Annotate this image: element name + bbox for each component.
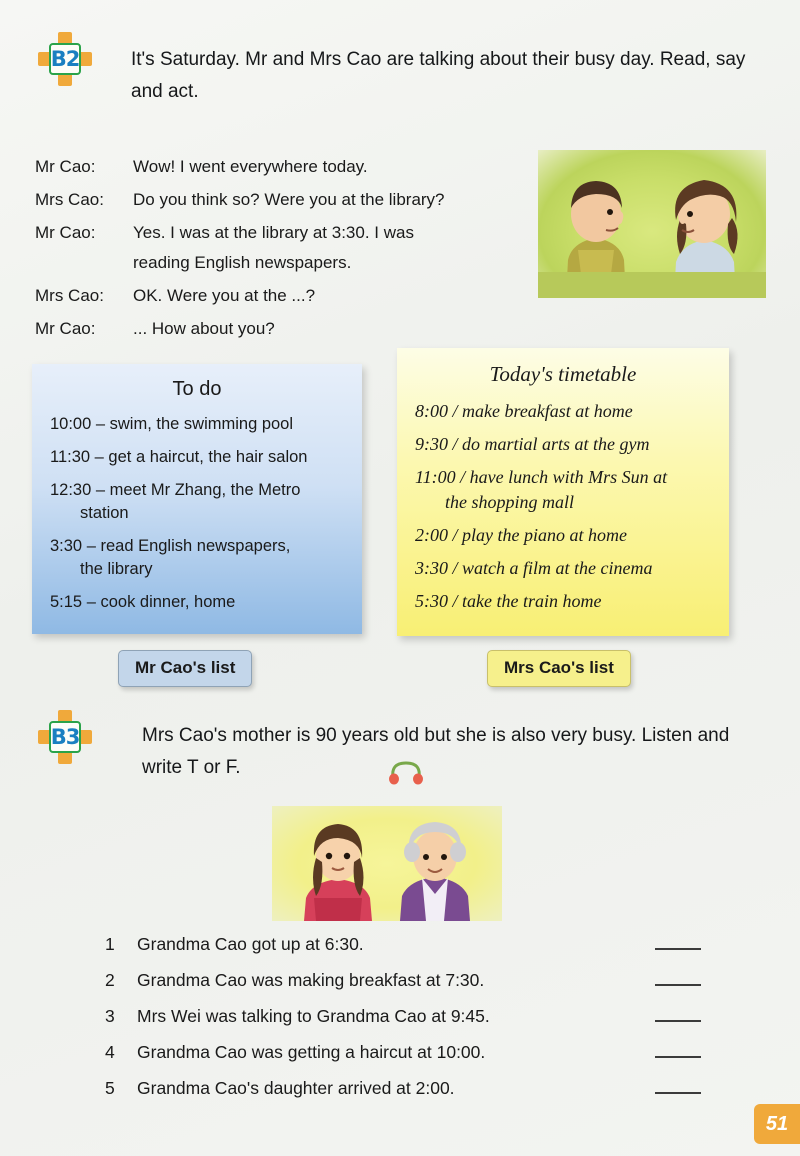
timetable-item xyxy=(415,432,711,457)
dialogue-speaker: Mr Cao: xyxy=(35,223,96,242)
todo-title: To do xyxy=(172,378,222,400)
dialogue-text: ... How about you? xyxy=(133,319,275,338)
question-text: Grandma Cao's daughter arrived at 2:00. xyxy=(137,1078,455,1098)
timetable-time: 5:30 / xyxy=(415,591,462,611)
timetable-text: take the train home xyxy=(462,591,602,611)
timetable-time: 8:00 / xyxy=(415,401,462,421)
section-badge-b2 xyxy=(38,32,92,86)
timetable-item xyxy=(415,556,711,581)
question-row xyxy=(105,1070,725,1106)
todo-time: 12:30 – xyxy=(50,481,110,499)
dialogue-text: Wow! I went everywhere today. xyxy=(133,157,368,176)
todo-item xyxy=(50,535,344,581)
timetable-time: 2:00 / xyxy=(415,525,462,545)
dialogue-line xyxy=(35,152,525,182)
todo-text-cont: station xyxy=(80,504,129,522)
dialogue-line xyxy=(35,185,525,215)
question-number: 5 xyxy=(105,1078,115,1098)
todo-text: get a haircut, the hair salon xyxy=(108,448,308,466)
dialogue-text: OK. Were you at the ...? xyxy=(133,286,316,305)
dialogue-text: Yes. I was at the library at 3:30. I was reading English newspapers. xyxy=(133,223,414,272)
todo-time: 5:15 – xyxy=(50,593,101,611)
question-text: Grandma Cao was making breakfast at 7:30. xyxy=(137,970,485,990)
timetable-item xyxy=(415,399,711,424)
todo-text: cook dinner, home xyxy=(100,593,236,611)
question-row xyxy=(105,962,725,998)
answer-blank[interactable] xyxy=(655,1038,701,1058)
couple-illustration xyxy=(538,150,766,298)
dialogue-line xyxy=(35,218,525,278)
dialogue-text: Do you think so? Were you at the library? xyxy=(133,190,445,209)
timetable-time: 9:30 / xyxy=(415,434,462,454)
todo-time: 10:00 – xyxy=(50,415,110,433)
todo-text-cont: the library xyxy=(80,560,153,578)
section-badge-b3 xyxy=(38,710,92,764)
question-text: Mrs Wei was talking to Grandma Cao at 9:45. xyxy=(137,1006,490,1026)
question-row xyxy=(105,926,725,962)
timetable-text: make breakfast at home xyxy=(462,401,633,421)
page-number: 51 xyxy=(754,1104,800,1144)
question-number: 1 xyxy=(105,934,115,954)
timetable-text: have lunch with Mrs Sun at xyxy=(469,467,668,487)
question-row xyxy=(105,998,725,1034)
answer-blank[interactable] xyxy=(655,1002,701,1022)
dialogue-line xyxy=(35,314,525,344)
timetable-item xyxy=(415,589,711,614)
todo-text: meet Mr Zhang, the Metro xyxy=(109,481,301,499)
badge-label: B2 xyxy=(50,47,80,71)
question-row xyxy=(105,1034,725,1070)
answer-blank[interactable] xyxy=(655,930,701,950)
timetable-text: do martial arts at the gym xyxy=(462,434,650,454)
two-women-figures-icon xyxy=(272,806,502,921)
timetable-item xyxy=(415,465,711,515)
mrs-cao-timetable-card xyxy=(397,348,729,636)
dialogue-speaker: Mrs Cao: xyxy=(35,286,104,305)
timetable-text: play the piano at home xyxy=(462,525,627,545)
dialogue-speaker: Mr Cao: xyxy=(35,157,96,176)
grandma-illustration xyxy=(272,806,502,921)
timetable-text: watch a film at the cinema xyxy=(462,558,653,578)
dialogue-speaker: Mrs Cao: xyxy=(35,190,104,209)
question-number: 3 xyxy=(105,1006,115,1026)
timetable-item xyxy=(415,523,711,548)
headphones-icon xyxy=(389,759,423,785)
b3-instruction: Mrs Cao's mother is 90 years old but she is also very busy. Listen and write T or F. xyxy=(142,725,730,778)
b3-question-list xyxy=(105,926,725,1106)
todo-item xyxy=(50,591,344,614)
mr-cao-list-tag: Mr Cao's list xyxy=(118,650,252,687)
timetable-title: Today's timetable xyxy=(489,362,637,386)
timetable-text-cont: the shopping mall xyxy=(445,492,574,512)
timetable-time: 3:30 / xyxy=(415,558,462,578)
question-number: 4 xyxy=(105,1042,115,1062)
dialogue-speaker: Mr Cao: xyxy=(35,319,96,338)
timetable-time: 11:00 / xyxy=(415,467,470,487)
todo-item xyxy=(50,446,344,469)
answer-blank[interactable] xyxy=(655,966,701,986)
question-text: Grandma Cao got up at 6:30. xyxy=(137,934,364,954)
badge-label: B3 xyxy=(50,725,80,749)
mr-cao-todo-card xyxy=(32,364,362,634)
dialogue-line xyxy=(35,281,525,311)
b2-instruction: It's Saturday. Mr and Mrs Cao are talking about their busy day. Read, say and act. xyxy=(131,49,746,102)
mrs-cao-list-tag: Mrs Cao's list xyxy=(487,650,631,687)
todo-time: 3:30 – xyxy=(50,537,101,555)
todo-time: 11:30 – xyxy=(50,448,109,466)
todo-text: read English newspapers, xyxy=(100,537,291,555)
question-text: Grandma Cao was getting a haircut at 10:00. xyxy=(137,1042,486,1062)
question-number: 2 xyxy=(105,970,115,990)
todo-item xyxy=(50,413,344,436)
todo-text: swim, the swimming pool xyxy=(109,415,294,433)
answer-blank[interactable] xyxy=(655,1074,701,1094)
todo-item xyxy=(50,479,344,525)
dialogue-block xyxy=(35,152,525,347)
